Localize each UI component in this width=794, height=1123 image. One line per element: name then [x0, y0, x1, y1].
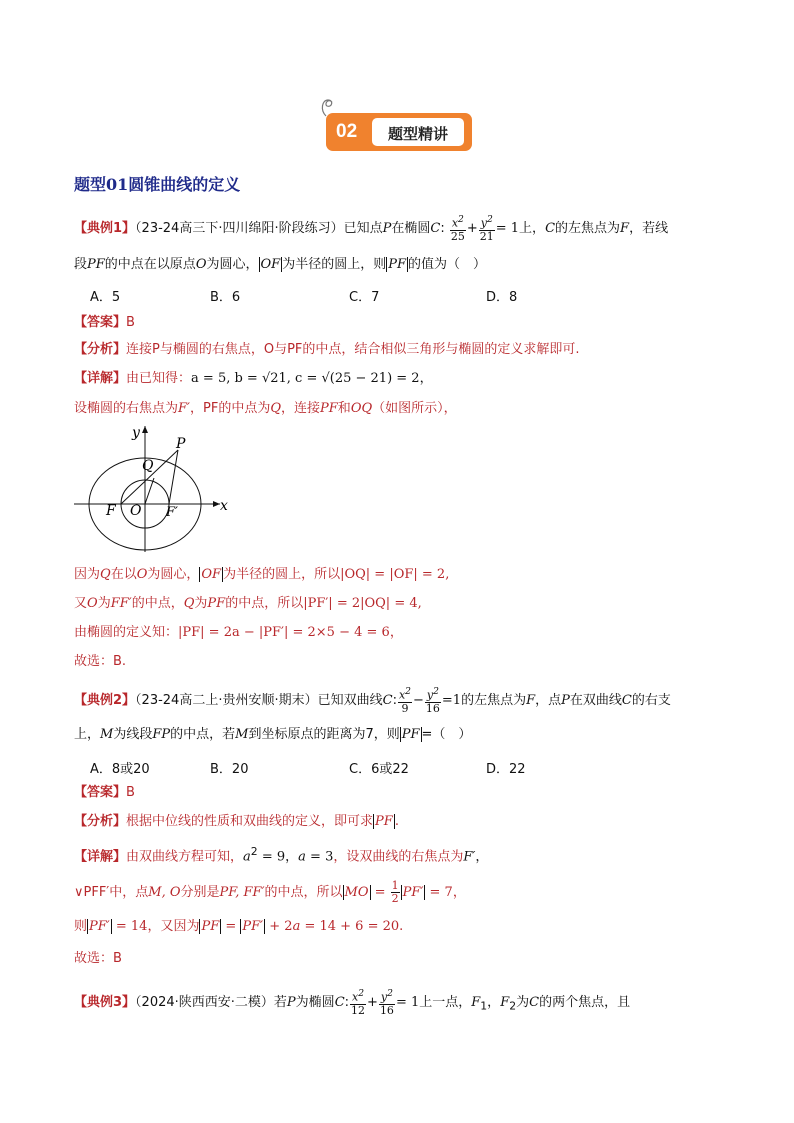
answer-value: B: [126, 785, 135, 800]
ex1-choose: 故选：B.: [74, 654, 127, 669]
ex1-text: 为半径的圆上，则: [282, 257, 387, 272]
detail-text: ，PF的中点为: [190, 401, 271, 416]
ex3-source: （2024·陕西西安·二模）: [135, 994, 274, 1010]
ex2-text: 上，: [74, 727, 101, 742]
ex1-option-d: D．8: [486, 290, 518, 305]
ex1-option-c: C．7: [349, 290, 380, 305]
ex2-label: 【典例2】: [74, 692, 136, 708]
answer-label: 【答案】: [74, 785, 127, 800]
fig-label-p: P: [176, 436, 186, 452]
ex1-text: 在椭圆: [391, 220, 431, 236]
ex3-text: 为: [516, 994, 530, 1010]
ex1-after3: 由椭圆的定义知：|PF| = 2a − |PF′| = 2×5 − 4 = 6，: [74, 625, 403, 640]
ex1-line1: 【典例1】（23-24高三下·四川绵阳·阶段练习）已知点P在椭圆C: $\frac{x^2}{25}$ + $\frac{y^2}{21}$ = 1上，C的左焦点为F，若线: [74, 214, 669, 243]
ex2-analysis: 【分析】根据中位线的性质和双曲线的定义，即可求 PF .: [74, 814, 399, 829]
detail-text: 由已知得：: [126, 371, 192, 386]
ex2-detail2: ∨PFF′中，点M, O分别是PF, FF′的中点，所以 MO = $\frac{1}{2}$ PF′ = 7，: [74, 879, 466, 905]
ex1-text: 上，: [519, 220, 546, 236]
detail-text: 的中点，所以: [264, 885, 343, 900]
section-title: 题型01圆锥曲线的定义: [74, 175, 241, 194]
ex1-analysis: [74, 341, 580, 359]
ex2-text: 已知双曲线: [317, 692, 383, 708]
ex2-text: 在双曲线: [569, 692, 622, 708]
section-banner: [326, 113, 472, 151]
ex2-line2: 上，M为线段FP的中点，若M到坐标原点的距离为7，则 PF =（ ）: [74, 727, 472, 742]
ex1-label: 【典例1】: [74, 220, 136, 236]
ex1-detail: 【详解】由已知得：a = 5, b = √21, c = √(25 − 21) = 2，: [74, 371, 433, 386]
ex1-after1: 因为Q在以O为圆心， OF 为半径的圆上，所以|OQ| = |OF| = 2,: [74, 567, 450, 582]
ex2-option-d: D．22: [486, 762, 526, 777]
ex1-option-b: B．6: [210, 290, 241, 305]
ellipse-figure: [70, 422, 240, 554]
fig-label-y: y: [132, 425, 140, 441]
detail-text: 的中点，: [131, 596, 184, 611]
ex2-choose: 故选：B: [74, 951, 122, 966]
detail-math: a = 5, b = √21, c = √(25 − 21) = 2: [191, 371, 420, 386]
ex2-text: 的右支: [631, 692, 671, 708]
detail-text: 为: [194, 596, 208, 611]
detail-text: ，设双曲线的右焦点为: [333, 849, 464, 865]
analysis-text: 连接P与椭圆的右焦点，O与PF的中点，结合相似三角形与椭圆的定义求解即可.: [126, 342, 580, 357]
ex2-text: 为线段: [113, 727, 153, 742]
detail-text: （如图所示），: [372, 401, 457, 416]
fig-label-o: O: [130, 503, 142, 519]
fig-label-f-prime: F′: [166, 505, 178, 520]
fig-label-q: Q: [142, 458, 154, 474]
ex2-answer: [74, 784, 135, 802]
detail-label: 【详解】: [74, 371, 127, 386]
ex2-option-b: B．20: [210, 762, 249, 777]
ex1-detail2: 设椭圆的右焦点为F′，PF的中点为Q，连接PF和OQ（如图所示），: [74, 401, 457, 416]
detail-text: ，连接: [281, 401, 321, 416]
detail-text: 分别是: [180, 885, 220, 900]
ex2-detail: 【详解】由双曲线方程可知，$a^2 = 9$，a = 3，设双曲线的右焦点为F′，: [74, 845, 489, 865]
banner-number: 02: [336, 121, 358, 142]
ex1-options: [90, 286, 690, 304]
fig-label-x: x: [220, 498, 228, 514]
ex1-text: 的中点在以原点: [104, 257, 196, 272]
detail-text: 因为: [74, 567, 101, 582]
detail-text: 为: [97, 596, 111, 611]
detail-text: 为圆心，: [147, 567, 200, 582]
detail-text: 的中点，所以: [225, 596, 304, 611]
detail-math: |PF| = 2a − |PF′| = 2×5 − 4 = 6: [178, 625, 390, 640]
ex1-text: 的值为（ ）: [407, 257, 486, 272]
detail-math: |OQ| = |OF| = 2,: [340, 567, 450, 582]
ex3-line1: 【典例3】（2024·陕西西安·二模）若P为椭圆C: $\frac{x^2}{12}$ + $\frac{y^2}{16}$ = 1上一点，$F_1$，$F_2$为C的两个焦点，且: [74, 988, 631, 1017]
analysis-label: 【分析】: [74, 342, 127, 357]
ex1-text: 的左焦点为: [555, 220, 621, 236]
ex2-option-a: A．8或20: [90, 762, 150, 777]
ex2-source: （23-24高二上·贵州安顺·期末）: [135, 692, 318, 708]
ex1-answer: [74, 314, 135, 332]
ex1-text: 已知点: [343, 220, 383, 236]
detail-text: ∨PFF′中，点: [74, 885, 149, 900]
fig-label-f: F: [106, 503, 116, 519]
ex1-text: ，若线: [629, 220, 669, 236]
ex2-option-c: C．6或22: [349, 762, 409, 777]
detail-text: 则: [74, 919, 88, 934]
ex2-detail3: 则 PF′ = 14，又因为 PF = PF′ + 2a = 14 + 6 = 20.: [74, 919, 404, 934]
ex2-text: ，点: [535, 692, 562, 708]
ex1-option-a: A．5: [90, 290, 121, 305]
answer-value: B: [126, 315, 135, 330]
ex2-text: 的中点，若: [170, 727, 236, 742]
ex1-text: 为圆心，: [206, 257, 259, 272]
detail-text: 为半径的圆上，所以: [223, 567, 341, 582]
detail-text: 在以: [110, 567, 137, 582]
ex2-text: 的左焦点为: [461, 692, 527, 708]
banner-title: 题型精讲: [387, 125, 448, 143]
ex2-text: 到坐标原点的距离为7，则: [248, 727, 400, 742]
ex2-text: =（ ）: [421, 727, 472, 742]
ex3-text: 上一点，: [419, 994, 472, 1010]
ex2-line1: 【典例2】（23-24高二上·贵州安顺·期末）已知双曲线C: $\frac{x^2}{9}$ − $\frac{y^2}{16}$ =1的左焦点为F，点P在双曲线C的右支: [74, 686, 671, 715]
ex3-label: 【典例3】: [74, 994, 136, 1010]
ex1-text: 段: [74, 257, 88, 272]
detail-text: ，又因为: [147, 919, 200, 934]
ex1-after2: 又O为FF′的中点，Q为PF的中点，所以|PF′| = 2|OQ| = 4,: [74, 596, 422, 611]
detail-math: |PF′| = 2|OQ| = 4,: [303, 596, 422, 611]
detail-text: 由双曲线方程可知，: [126, 849, 244, 865]
detail-text: 设椭圆的右焦点为: [74, 401, 179, 416]
detail-text: 和: [337, 401, 351, 416]
detail-text: 由椭圆的定义知：: [74, 625, 179, 640]
detail-text: 又: [74, 596, 88, 611]
ex3-text: 为椭圆: [295, 994, 335, 1010]
ex2-options: [90, 758, 690, 776]
ex3-text: 的两个焦点，且: [539, 994, 631, 1010]
ex1-line2: 段PF的中点在以原点O为圆心， OF 为半径的圆上，则 PF 的值为（ ）: [74, 257, 486, 272]
answer-label: 【答案】: [74, 315, 127, 330]
ex3-text: 若: [273, 994, 287, 1010]
detail-label: 【详解】: [74, 849, 127, 865]
analysis-label: 【分析】: [74, 814, 127, 829]
ex1-source: （23-24高三下·四川绵阳·阶段练习）: [135, 220, 344, 236]
analysis-text: 根据中位线的性质和双曲线的定义，即可求: [126, 814, 374, 829]
